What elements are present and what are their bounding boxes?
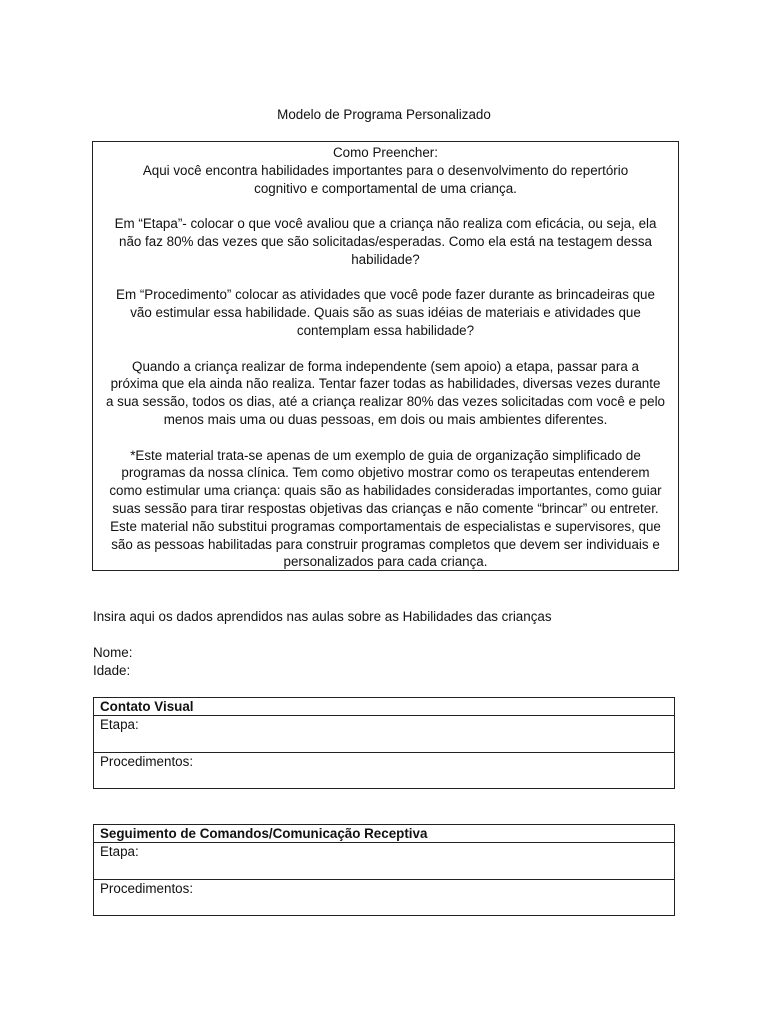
instructions-intro-paragraph xyxy=(93,144,678,197)
instructions-heading: Como Preencher: xyxy=(333,145,438,160)
skill-table-contato-visual xyxy=(93,697,675,789)
text-line: programas da nossa clínica. Tem como objetivo mostrar como os terapeutas entenderem xyxy=(121,465,650,481)
etapa-paragraph xyxy=(93,215,678,268)
age-field[interactable]: Idade: xyxy=(93,663,131,678)
intro-text: Insira aqui os dados aprendidos nas aulas sobre as Habilidades das crianças xyxy=(93,609,552,624)
independente-paragraph xyxy=(93,358,678,429)
skill-table-seguimento-comandos xyxy=(93,824,675,916)
text-line: a sua sessão, todos os dias, até a criança realizar 80% das vezes solicitadas com você e pelo xyxy=(106,394,665,410)
text-line: cognitivo e comportamental de uma criança. xyxy=(254,180,517,196)
text-line: Em “Procedimento” colocar as atividades que você pode fazer durante as brincadeiras que xyxy=(116,287,655,303)
text-line: como estimular uma criança: quais são as habilidades consideradas importantes, como guiar xyxy=(109,483,662,499)
skill-header: Seguimento de Comandos/Comunicação Receptiva xyxy=(94,825,674,843)
document-title: Modelo de Programa Personalizado xyxy=(277,107,491,122)
text-line: *Este material trata-se apenas de um exemplo de guia de organização simplificado de xyxy=(130,447,641,463)
text-line: são as pessoas habilitadas para construir programas completos que devem ser individuais e xyxy=(111,536,660,552)
text-line: habilidade? xyxy=(351,251,420,267)
text-line: personalizados para cada criança. xyxy=(283,554,488,570)
text-line: Aqui você encontra habilidades importantes para o desenvolvimento do repertório xyxy=(142,162,629,178)
skill-header: Contato Visual xyxy=(94,698,674,716)
nota-paragraph xyxy=(93,447,678,572)
text-line: contemplam essa habilidade? xyxy=(296,322,475,338)
procedimentos-field[interactable]: Procedimentos: xyxy=(94,879,674,915)
text-line: não faz 80% das vezes que são solicitadas/esperadas. Como ela está na testagem dessa xyxy=(119,233,652,249)
text-line: vão estimular essa habilidade. Quais são as suas idéias de materiais e atividades que xyxy=(130,305,641,321)
text-line: suas sessão para tirar respostas objetivas das crianças e não comente “brincar” ou entreter. xyxy=(112,500,659,516)
text-line: Em “Etapa”- colocar o que você avaliou que a criança não realiza com eficácia, ou seja, ela xyxy=(114,216,657,232)
text-line: Quando a criança realizar de forma independente (sem apoio) a etapa, passar para a xyxy=(132,358,639,374)
text-line: próxima que ela ainda não realiza. Tentar fazer todas as habilidades, diversas vezes durante xyxy=(110,376,661,392)
etapa-field[interactable]: Etapa: xyxy=(100,844,139,859)
procedimentos-field[interactable]: Procedimentos: xyxy=(94,752,674,788)
etapa-field[interactable]: Etapa: xyxy=(100,717,139,732)
text-line: Este material não substitui programas comportamentais de especialistas e supervisores, que xyxy=(110,518,661,534)
name-field[interactable]: Nome: xyxy=(93,645,133,660)
procedimento-paragraph xyxy=(93,286,678,339)
instructions-box xyxy=(92,141,679,571)
text-line: menos mais uma ou duas pessoas, em dois ou mais ambientes diferentes. xyxy=(163,411,608,427)
